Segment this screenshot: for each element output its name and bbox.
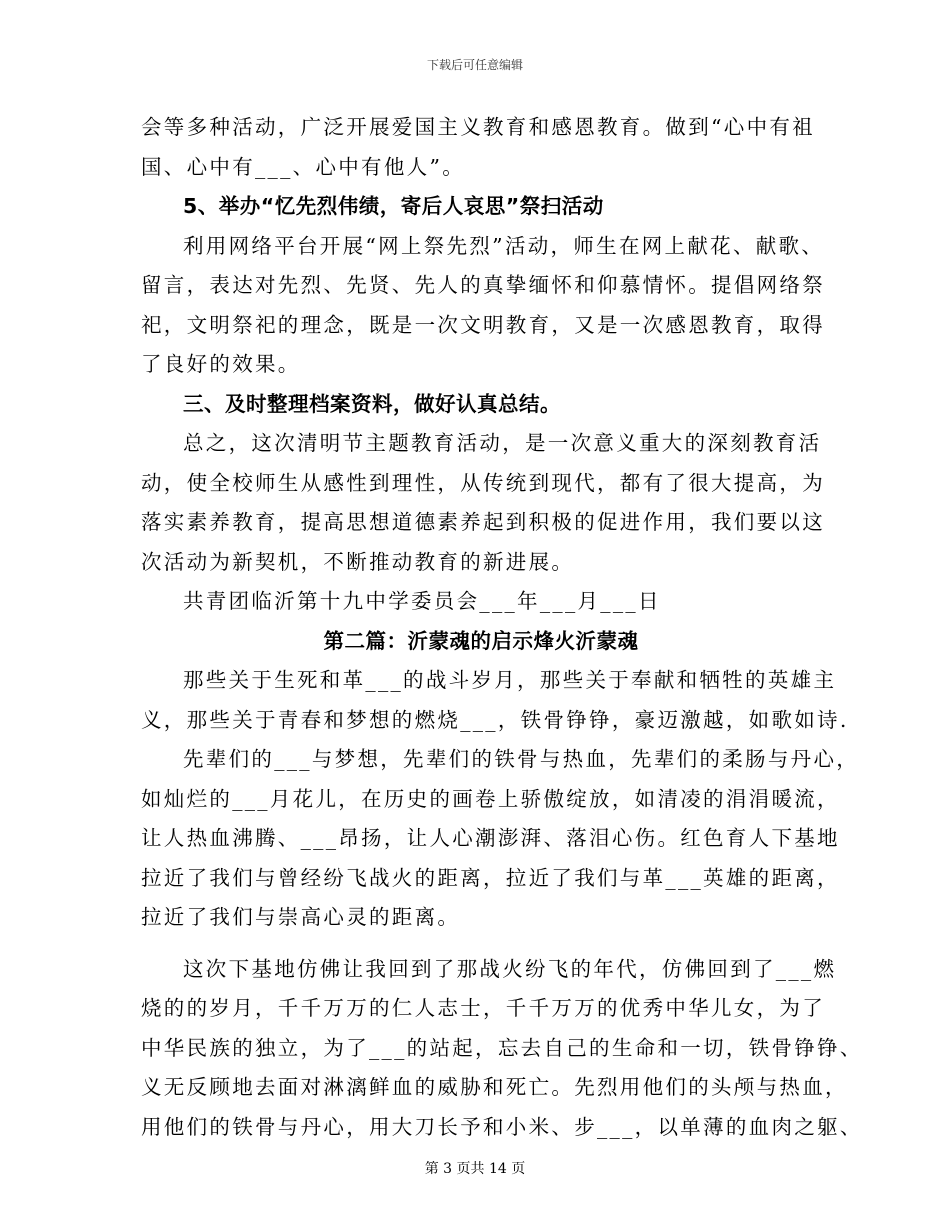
paragraph-line: 留言，表达对先烈、先贤、先人的真挚缅怀和仰慕情怀。提倡网络祭 (141, 273, 825, 297)
paragraph-line: 如灿烂的___月花儿，在历史的画卷上骄傲绽放，如清凌的涓涓暖流， (141, 786, 840, 811)
paragraph-line: 会等多种活动，广泛开展爱国主义教育和感恩教育。做到“心中有祖 (141, 115, 815, 139)
paragraph-line: 国、心中有___、心中有他人”。 (141, 154, 466, 179)
paragraph-line: 这次下基地仿佛让我回到了那战火纷飞的年代，仿佛回到了___燃 (183, 956, 837, 981)
paragraph-line: 落实素养教育，提高思想道德素养起到积极的促进作用，我们要以这 (141, 510, 825, 534)
paragraph-line: 那些关于生死和革___的战斗岁月，那些关于奉献和牺牲的英雄主 (183, 668, 837, 692)
signature-line: 共青团临沂第十九中学委员会___年___月___日 (183, 589, 661, 613)
page-footer: 第 3 页共 14 页 (424, 1161, 526, 1177)
section-heading: 5、举办“忆先烈伟绩，寄后人哀思”祭扫活动 (183, 194, 604, 218)
paragraph-line: 中华民族的独立，为了___的站起，忘去自己的生命和一切，铁骨铮铮、 (141, 1035, 863, 1060)
paragraph-line: 利用网络平台开展“网上祭先烈”活动，师生在网上献花、献歌、 (183, 233, 825, 258)
page-header: 下载后可任意编辑 (426, 58, 523, 72)
paragraph-line: 动，使全校师生从感性到理性，从传统到现代，都有了很大提高，为 (141, 470, 825, 495)
paragraph-line: 让人热血沸腾、___昂扬，让人心潮澎湃、落泪心伤。红色育人下基地 (141, 826, 840, 850)
document-body (141, 108, 863, 1147)
paragraph-line: 拉近了我们与崇高心灵的距离。 (141, 905, 461, 929)
paragraph-line: 义无反顾地去面对淋漓鲜血的威胁和死亡。先烈用他们的头颅与热血， (141, 1075, 848, 1099)
section-heading: 三、及时整理档案资料，做好认真总结。 (183, 391, 561, 416)
paragraph-line: 总之，这次清明节主题教育活动，是一次意义重大的深刻教育活 (183, 431, 822, 455)
paragraph-gap (141, 938, 821, 950)
paragraph-line: 次活动为新契机，不断推动教育的新进展。 (141, 549, 575, 574)
paragraph-line: 义，那些关于青春和梦想的燃烧___，铁骨铮铮，豪迈激越，如歌如诗. (141, 707, 849, 732)
paragraph-line: 拉近了我们与曾经纷飞战火的距离，拉近了我们与革___英雄的距离， (141, 865, 840, 890)
paragraph-line: 烧的的岁月，千千万万的仁人志士，千千万万的优秀中华儿女，为了 (141, 996, 825, 1020)
paragraph-line: 先辈们的___与梦想，先辈们的铁骨与热血，先辈们的柔肠与丹心， (183, 747, 860, 771)
paragraph-line: 祀，文明祭祀的理念，既是一次文明教育，又是一次感恩教育，取得 (141, 312, 825, 337)
paragraph-line: 用他们的铁骨与丹心，用大刀长予和小米、步___，以单薄的血肉之躯、 (141, 1114, 863, 1139)
chapter-title: 第二篇：沂蒙魂的启示烽火沂蒙魂 (323, 628, 639, 653)
paragraph-line: 了良好的效果。 (141, 352, 301, 376)
